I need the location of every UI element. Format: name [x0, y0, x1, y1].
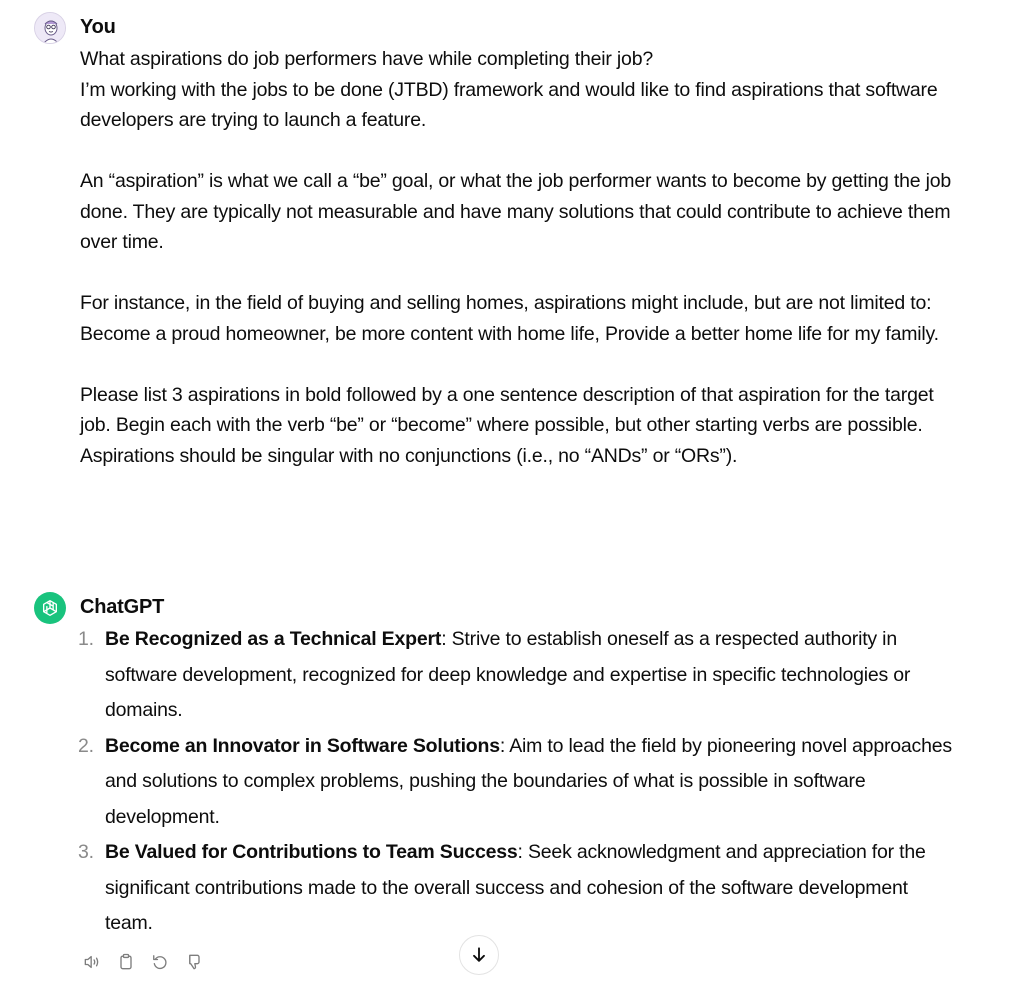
list-item: [78, 622, 958, 729]
message-actions: [80, 950, 206, 974]
user-sketch-avatar-icon: [35, 13, 66, 44]
read-aloud-button[interactable]: [80, 950, 104, 974]
aspiration-description: : Strive to establish oneself as a respected authority in software development, recognized for deep knowledge and expertise in specific technologies or domains.: [105, 628, 911, 721]
list-item-number: 1.: [78, 628, 94, 650]
regenerate-button[interactable]: [148, 950, 172, 974]
scroll-to-bottom-button[interactable]: [459, 935, 499, 975]
list-item: [78, 729, 958, 836]
user-paragraph-3: For instance, in the field of buying and selling homes, aspirations might include, but are not limited to: Become a proud homeowner, be more content with home life, Provide a better home life for my family.: [80, 292, 939, 345]
aspirations-list: [78, 622, 958, 942]
user-paragraph-4: Please list 3 aspirations in bold followed by a one sentence description of that aspiration for the target job. Begin each with the verb “be” or “become” where possible, but other starting verbs are possible. Aspirations should be singular with no conjunctions (i.e., no “ANDs” or “ORs”).: [80, 383, 934, 467]
user-paragraph-1-line-2: I’m working with the jobs to be done (JTBD) framework and would like to find aspirations that software developers are trying to launch a feature.: [80, 78, 938, 131]
regenerate-icon: [150, 952, 170, 972]
aspiration-description: : Seek acknowledgment and appreciation for the significant contributions made to the overall success and cohesion of the software development team.: [105, 841, 926, 934]
aspiration-title: Be Recognized as a Technical Expert: [105, 628, 442, 650]
list-item: [78, 835, 958, 942]
thumbs-down-icon: [184, 952, 204, 972]
user-paragraph-2: An “aspiration” is what we call a “be” goal, or what the job performer wants to become by getting the job done. They are typically not measurable and have many solutions that could contribute to achieve them over time.: [80, 170, 952, 253]
openai-logo-icon: [40, 598, 60, 618]
user-message-body: [80, 44, 965, 502]
read-aloud-icon: [82, 952, 102, 972]
user-paragraph-1-line-1: What aspirations do job performers have while completing their job?: [80, 48, 653, 70]
user-avatar: [34, 12, 66, 44]
assistant-author-name: ChatGPT: [80, 596, 165, 618]
user-author-name: You: [80, 16, 116, 38]
list-item-number: 2.: [78, 734, 94, 757]
aspiration-title: Be Valued for Contributions to Team Success: [105, 841, 518, 863]
copy-button[interactable]: [114, 950, 138, 974]
thumbs-down-button[interactable]: [182, 950, 206, 974]
list-item-number: 3.: [78, 841, 94, 863]
assistant-avatar: [34, 592, 66, 624]
copy-icon: [116, 952, 136, 972]
arrow-down-icon: [469, 945, 489, 965]
aspiration-description: : Aim to lead the field by pioneering novel approaches and solutions to complex problems, pushing the boundaries of what is possible in software development.: [105, 734, 952, 828]
aspiration-title: Become an Innovator in Software Solutions: [105, 734, 500, 757]
